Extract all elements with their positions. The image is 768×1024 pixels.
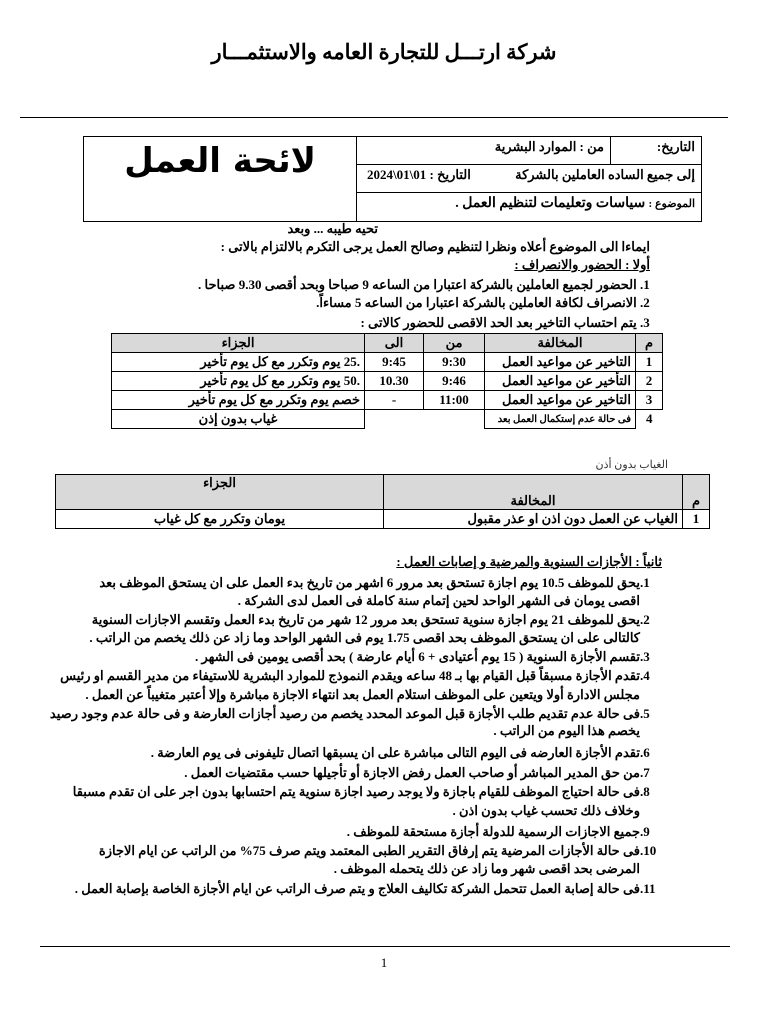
- s2-line: 3.تقسم الأجازة السنوية ( 15 يوم أعتيادى + 6 أيام عارضة ) بحد أقصى يومين فى الشهر .: [194, 649, 650, 664]
- to-text: إلى جميع الساده العاملين بالشركة: [515, 167, 695, 182]
- absence-table: [55, 474, 710, 529]
- intro-text: ايماءا الى الموضوع أعلاه ونظرا لتنظيم وصالح العمل يرجى التكرم بالالتزام بالاتى :: [220, 239, 650, 254]
- footer-divider: [40, 946, 730, 947]
- col-from: من: [424, 334, 485, 353]
- s2-line: اقصى يومان فى الشهر الواحد لحين إتمام سنة كاملة فى العمل لدى الشركة .: [237, 593, 640, 608]
- s2-line: وخلاف ذلك تحسب غياب بدون اذن .: [452, 803, 640, 818]
- from-text: من : الموارد البشرية: [494, 139, 604, 154]
- s2-line: 5.فى حالة عدم تقديم طلب الأجازة قبل الموعد المحدد يخصم من رصيد أجازات العارضة و فى حالة عدم وجود رصيد: [49, 706, 650, 721]
- s1-item-1: 1. الحضور لجميع العاملين بالشركة اعتبارا من الساعه 9 صباحا وبحد أقصى 9.30 صباحا .: [198, 277, 650, 292]
- s2-line: 1.يحق للموظف 10.5 يوم اجازة تستحق بعد مرور 6 اشهر من تاريخ بدء العمل على ان يستحق الموظف بعد: [99, 575, 650, 590]
- to-date-cell: [357, 165, 701, 193]
- top-divider: [20, 117, 728, 118]
- table-row: 1 الغياب عن العمل دون اذن او عذر مقبول يومان وتكرر مع كل غياب: [56, 510, 710, 529]
- s1-item-3: 3. يتم احتساب التاخير بعد الحد الاقصى للحضور كالاتى :: [360, 315, 650, 330]
- table-header-row: م المخالفة الجزاء: [56, 475, 710, 510]
- col-violation: المخالفة: [485, 334, 636, 353]
- s2-line: كالتالى على ان يستحق الموظف بحد اقصى 1.75 يوم فى الشهر الواحد وما زاد عن ذلك يخصم من الراتب .: [89, 630, 640, 645]
- subject-text: سياسات وتعليمات لتنظيم العمل .: [455, 196, 646, 211]
- greeting: تحيه طيبه ... وبعد: [287, 221, 378, 236]
- memo-header-box: [83, 136, 702, 222]
- s2-line: يخصم هذا اليوم من الراتب .: [493, 723, 640, 738]
- s2-line: 10.فى حالة الأجازات المرضية يتم إرفاق التقرير الطبى المعتمد ويتم صرف 75% من الراتب عن ايام الاجازة: [98, 843, 657, 858]
- memo-date: التاريخ : 01\01\2024: [367, 167, 471, 182]
- table-row: 1 التاخير عن مواعيد العمل 9:30 9:45 .25 يوم وتكرر مع كل يوم تأخير: [112, 353, 663, 372]
- s2-line: المرضى بحد اقصى شهر وما زاد عن ذلك يتحمله الموظف .: [333, 861, 640, 876]
- table-header-row: [112, 334, 663, 353]
- company-name: شركة ارتـــل للتجارة العامه والاستثمـــار: [211, 40, 557, 64]
- s2-line: 6.تقدم الأجازة العارضه فى اليوم التالى مباشرة على ان يسبقها اتصال تليفونى فى يوم العارضة .: [150, 745, 650, 760]
- s2-line: مجلس الادارة أولا ويتعين على الموظف استلام العمل بعد انتهاء الاجازة مباشرة وإلا أعتبر متغيباً عن العمل .: [85, 687, 640, 702]
- absence-caption: الغياب بدون أذن: [595, 459, 668, 471]
- date-label-cell: [610, 137, 701, 165]
- s2-line: 11.فى حالة إصابة العمل تتحمل الشركة تكاليف العلاج و يتم صرف الراتب عن ايام الأجازة الخاصة بإصابة العمل .: [74, 881, 656, 896]
- col-penalty: الجزاء: [112, 334, 365, 353]
- title-cell: [84, 137, 357, 221]
- col-to: الى: [365, 334, 424, 353]
- table-row: 4 فى حالة عدم إستكمال العمل بعد غياب بدون إذن: [112, 410, 663, 429]
- s2-line: 4.تقدم الأجازة مسبقاً قبل القيام بها بـ 48 ساعه ويقدم النموذج للموارد البشرية للاستيفاء من مدير القسم او رئيس: [60, 668, 650, 683]
- s2-line: 8.فى حالة احتياج الموظف للقيام باجازة ولا يوجد رصيد اجازة سنوية يتم احتسابها بدون اجر على ان تقدم مسبقا: [72, 784, 650, 799]
- section1-heading: أولا : الحضور والانصراف :: [514, 257, 650, 272]
- date-label: التاريخ:: [656, 139, 695, 154]
- subject-cell: [357, 193, 701, 221]
- s1-item-2: 2. الانصراف لكافة العاملين بالشركة اعتبارا من الساعه 5 مساءاً.: [316, 295, 650, 310]
- document-title: لائحة العمل: [124, 141, 316, 181]
- s2-line: 9.جميع الاجازات الرسمية للدولة أجازة مستحقة للموظف .: [346, 824, 650, 839]
- lateness-table: [111, 333, 663, 429]
- table-row: 3 التاخير عن مواعيد العمل 11:00 - خصم يوم وتكرر مع كل يوم تأخير: [112, 391, 663, 410]
- col-m: م: [636, 334, 663, 353]
- page-number: 1: [380, 955, 388, 970]
- section2-heading: ثانياً : الأجازات السنوية والمرضية و إصابات العمل :: [396, 554, 662, 569]
- table-row: 2 التأخير عن مواعيد العمل 9:46 10.30 .50 يوم وتكرر مع كل يوم تأخير: [112, 372, 663, 391]
- from-cell: [357, 137, 610, 165]
- s2-line: 2.يحق للموظف 21 يوم اجازة سنوية تستحق بعد مرور 12 شهر من تاريخ بدء العمل وتقسم الاجازات السنوية: [91, 612, 650, 627]
- subject-label: الموضوع :: [648, 198, 695, 210]
- s2-line: 7.من حق المدير المباشر أو صاحب العمل رفض الاجازة أو تأجيلها حسب مقتضيات العمل .: [184, 765, 650, 780]
